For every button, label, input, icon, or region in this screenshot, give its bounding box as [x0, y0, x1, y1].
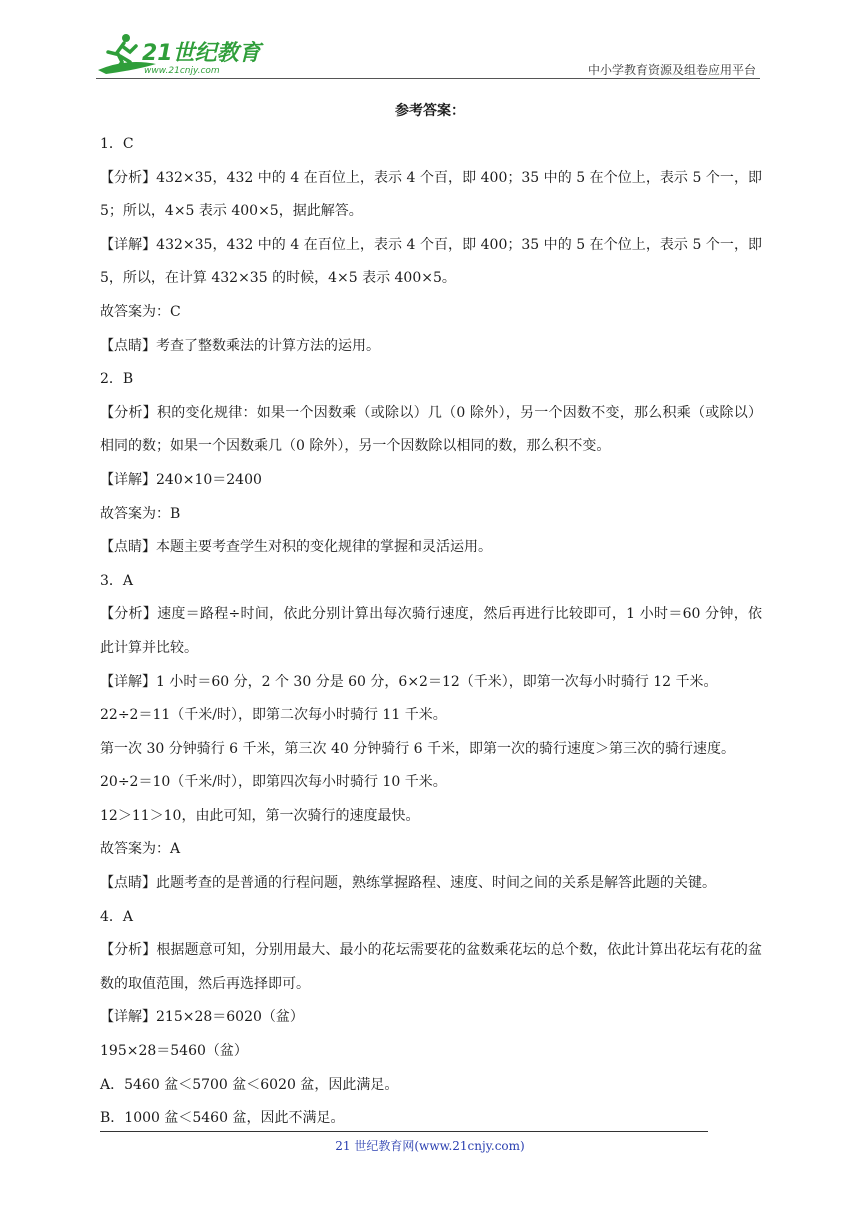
analysis-paragraph: 【分析】432×35，432 中的 4 在百位上，表示 4 个百，即 400；35 中的 5 在个位上，表示 5 个一，即 5；所以，4×5 表示 400×5，据此解答。: [100, 169, 762, 220]
analysis-paragraph: 【分析】积的变化规律：如果一个因数乘（或除以）几（0 除外），另一个因数不变，那么积乘（或除以）相同的数；如果一个因数乘几（0 除外），另一个因数除以相同的数，那么积不变。: [100, 404, 762, 455]
page-header: [96, 30, 760, 78]
detail-line: 20÷2＝10（千米/时），即第四次每小时骑行 10 千米。: [100, 774, 447, 791]
detail-paragraph: 【详解】215×28＝6020（盆）: [100, 1009, 304, 1026]
21cnjy-logo: [96, 30, 266, 78]
detail-paragraph: 【详解】432×35，432 中的 4 在百位上，表示 4 个百，即 400；35 中的 5 在个位上，表示 5 个一，即 5，所以，在计算 432×35 的时候，4×5 表示 400×5。: [100, 236, 762, 287]
question-number: 1．C: [100, 136, 134, 152]
detail-line: 第一次 30 分钟骑行 6 千米，第三次 40 分钟骑行 6 千米，即第一次的骑行速度＞第三次的骑行速度。: [100, 740, 736, 757]
detail-paragraph: 【详解】240×10＝2400: [100, 471, 262, 488]
answer-content: [100, 128, 762, 1136]
option-line: B．1000 盆＜5460 盆，因此不满足。: [100, 1110, 345, 1127]
question-number: 4．A: [100, 908, 134, 925]
comment-paragraph: 【点睛】考查了整数乘法的计算方法的运用。: [100, 337, 380, 354]
footer-divider: [100, 1131, 708, 1132]
detail-line: 195×28＝5460（盆）: [100, 1043, 248, 1060]
svg-text:www.21cnjy.com: www.21cnjy.com: [144, 66, 220, 76]
svg-text:21世纪教育: 21世纪教育: [142, 41, 261, 66]
option-line: A．5460 盆＜5700 盆＜6020 盆，因此满足。: [100, 1076, 399, 1093]
answer-line: 故答案为：B: [100, 505, 181, 522]
platform-name: 中小学教育资源及组卷应用平台: [587, 63, 756, 77]
analysis-paragraph: 【分析】根据题意可知，分别用最大、最小的花坛需要花的盆数乘花坛的总个数，依此计算出花坛有花的盆数的取值范围，然后再选择即可。: [100, 942, 762, 992]
question-number: 2．B: [100, 371, 134, 388]
answer-line: 故答案为：A: [100, 841, 181, 858]
footer-text: 21 世纪教育网(www.21cnjy.com): [335, 1139, 525, 1153]
answer-line: 故答案为：C: [100, 303, 181, 320]
detail-line: 22÷2＝11（千米/时），即第二次每小时骑行 11 千米。: [100, 707, 447, 724]
answer-title: 参考答案：: [395, 103, 465, 119]
detail-paragraph: 【详解】1 小时＝60 分，2 个 30 分是 60 分，6×2＝12（千米），即第一次每小时骑行 12 千米。: [100, 673, 718, 690]
comment-paragraph: 【点睛】此题考查的是普通的行程问题，熟练掌握路程、速度、时间之间的关系是解答此题的关键。: [100, 875, 716, 892]
analysis-paragraph: 【分析】速度＝路程÷时间，依此分别计算出每次骑行速度，然后再进行比较即可，1 小时＝60 分钟，依此计算并比较。: [100, 606, 762, 656]
question-number: 3．A: [100, 572, 134, 589]
detail-line: 12＞11＞10，由此可知，第一次骑行的速度最快。: [100, 807, 420, 824]
header-divider: [96, 78, 760, 79]
comment-paragraph: 【点睛】本题主要考查学生对积的变化规律的掌握和灵活运用。: [100, 539, 492, 556]
